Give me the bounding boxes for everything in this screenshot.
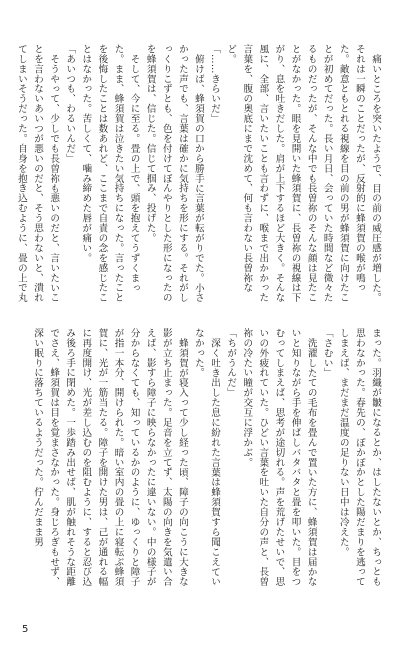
paragraph: 俯けば、蜂須賀の口から勝手に言葉が転がりでた。小さかった声でも、言葉は確かに気持ちを形にする。それがしっくりこずとも、色を付けてぼんやりとした形になったのを蜂須賀は、信じた。信じて掴み、投げた。: [144, 44, 204, 303]
dialogue-line: 「さむい」: [321, 328, 333, 378]
paragraph: そして、今に至る。畳の上で、頭を抱えてうずくまった。まま、蜂須賀は泣きたい気持ちになった。言ったことを後悔したことは数あれど、ここまで自責の念を感じたことはなかった。苦しくて、噛み締めた唇が痛い。: [80, 44, 140, 303]
dialogue-line: 「あいつも、わるいんだ」: [64, 44, 76, 164]
paragraph: 蜂須賀が寝入って少し経った頃、障子の向こうに大きな影が立ち止まった。足音を立てず、太陽の向きを気遣い合えば、影すら障子に映らなかったに違いない。中の様子が分からなくても、知っているかのように、ゆっくりと障子が指一本分、開けられた。暗い室内の畳の上に寝転ぶ蜂須賀に、光が一筋当たる。障子を開けた男は、己が通れる幅に再度開け、光が差し込むのを阻むように、すると忍び込み後ろ手に閉めた。一歩踏み出せば、肌が触れそうな距離でさえ、蜂須賀は目を覚まさなかった。身じろぎもせず、深い眠りに落ちているようだった。佇んだまま男: [32, 328, 188, 587]
page-number: 5: [22, 624, 29, 635]
paragraph: そうやって、少しでも長曽祢も悪いのだと、言いたいことを言わないあいつが悪いのだと、そう思わないと、潰れてしまいそうだった。自身を抱き込むように、畳の上で丸: [15, 44, 60, 303]
paragraph: 痛いところを突いたようで、目の前の威圧感が増した。それは一瞬のことだったが、反射的に蜂須賀の喉が鳴った。敵意ともとれる視線を目の前の男が蜂須賀に向けたことが初めてだった。長い月日、会っていた時間など微々たるものだったが、そんな中でも長曽祢のそんな顔は見たことがなかった。眼を見開いた蜂須賀に、長曽祢の視線は下がり、息を吐きだした。肩が上下するほど大きく。そんな風に、全部、言いたいことも言わずに、喉まで出かかった言葉を、腹の奥底にまで沈めて、何も言わない長曽祢など。: [225, 44, 381, 303]
paragraph: 深く吐き出した息に紛れた言葉は蜂須賀すら聞こえていなかった。: [192, 328, 221, 587]
text-block-lower: [27, 328, 383, 590]
paragraph-continued: まった。羽織が皺になるとか、はしたないとか、ちっとも思わなかった。春先の、ぽかぽかとした陽だまりを逃ってしまえば、まだまだ温度の足りない日中は冷えた。: [337, 328, 381, 587]
dialogue-line: 「ちがうんだ」: [225, 328, 237, 398]
paragraph: 洗濯したての毛布を畳んで置いた方に、蜂須賀は届かないと知りながら手を伸ばしバタバタと畳を叩いた。目をつむってしまえば、思考が途切れる。声を荒げたせいで、思いの外疲れていた。ひどい言葉を吐いた自分の声と、長曽祢の冷たい瞳が交互に浮かぶ。: [241, 328, 317, 587]
text-block-upper: [15, 44, 383, 306]
dialogue-line: 「……きらいだ」: [209, 44, 221, 124]
